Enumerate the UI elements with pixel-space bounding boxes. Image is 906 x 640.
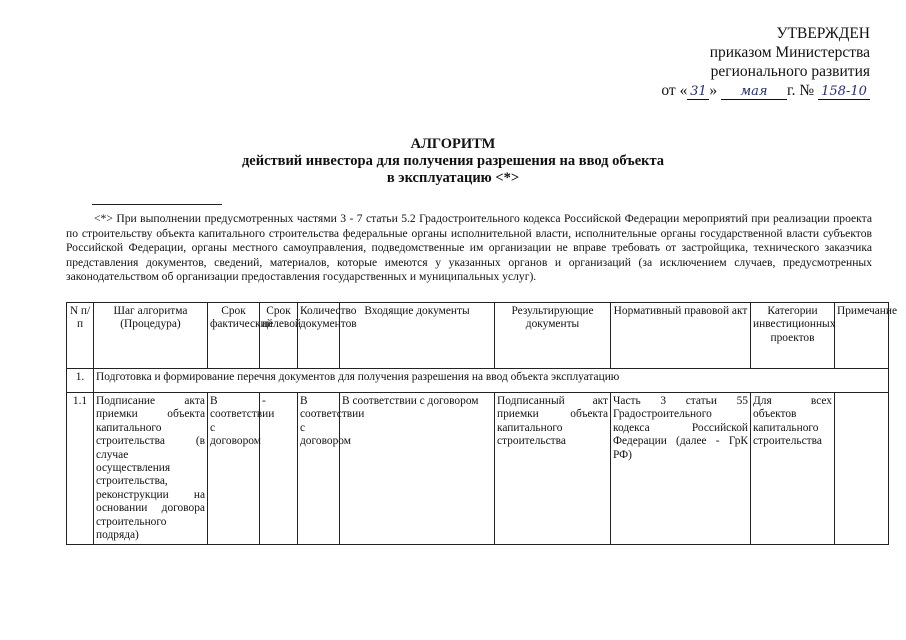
approval-date-line	[661, 81, 870, 100]
section-title: Подготовка и формирование перечня документов для получения разрешения на ввод объекта эксплуатацию	[94, 369, 889, 393]
handwritten-number: 158-10	[818, 85, 870, 100]
header-actual-term: Срок фактический	[208, 303, 260, 369]
title-line-2: в эксплуатацию <*>	[386, 170, 520, 186]
table-header-row	[67, 303, 889, 369]
row-result-docs: Подписанный акт приемки объекта капитального строительства	[495, 393, 611, 545]
row-doc-count: В соответствии с договором	[298, 393, 340, 545]
table-row	[67, 393, 889, 545]
row-actual-term: В соответствии с договором	[208, 393, 260, 545]
table-section-row	[67, 369, 889, 393]
handwritten-day: 31	[687, 85, 709, 100]
approval-stamp	[661, 24, 870, 100]
algorithm-table	[66, 302, 898, 545]
header-legal-act: Нормативный правовой акт	[611, 303, 751, 369]
row-number: 1.1	[67, 393, 94, 545]
title-line-1: действий инвестора для получения разрешения на ввод объекта	[241, 153, 665, 169]
section-number: 1.	[67, 369, 94, 393]
header-doc-count: Количество документов	[298, 303, 340, 369]
header-note: Примечание	[835, 303, 889, 369]
title-heading: АЛГОРИТМ	[410, 136, 496, 152]
approval-ministry: регионального развития	[710, 63, 870, 80]
footnote-text: <*> При выполнении предусмотренных частями 3 - 7 статьи 5.2 Градостроительного кодекса Российской Федерации мероприятий при реализации проекта по строительству объекта капитального строительства федеральные органы исполнительной власти, исполнительные органы государственной власти субъектов Российской Федерации, органы местного самоуправления, подведомственные им организации не вправе требовать от застройщика, технического заказчика представления документов, сведений, материалов, которые имеются у указанных органов и организаций (за исключением случаев, предусмотренных законодательством об организации предоставления государственных и муниципальных услуг).	[66, 212, 872, 284]
row-note	[835, 393, 889, 545]
approval-heading: УТВЕРЖДЕН	[776, 25, 870, 42]
approval-order: приказом Министерства	[709, 44, 870, 61]
row-legal-act: Часть 3 статьи 55 Градостроительного кодекса Российской Федерации (далее - ГрК РФ)	[611, 393, 751, 545]
row-step: Подписание акта приемки объекта капитального строительства (в случае осуществления строительства, реконструкции на основании договора строительного подряда)	[94, 393, 208, 545]
header-input-docs: Входящие документы	[340, 303, 495, 369]
handwritten-month: мая	[721, 85, 787, 100]
year-label: г. №	[786, 82, 815, 99]
header-result-docs: Результирующие документы	[495, 303, 611, 369]
header-step: Шаг алгоритма (Процедура)	[94, 303, 208, 369]
date-prefix: от «	[661, 82, 688, 99]
header-target-term: Срок целевой	[260, 303, 298, 369]
header-num: N п/п	[67, 303, 94, 369]
row-categories: Для всех объектов капитального строительства	[751, 393, 835, 545]
date-mid: »	[709, 82, 718, 99]
header-categories: Категории инвестиционных проектов	[751, 303, 835, 369]
document-title	[0, 136, 906, 187]
footnote	[66, 212, 872, 285]
footnote-divider	[92, 204, 222, 205]
row-target-term: -	[260, 393, 298, 545]
row-input-docs: В соответствии с договором	[340, 393, 495, 545]
